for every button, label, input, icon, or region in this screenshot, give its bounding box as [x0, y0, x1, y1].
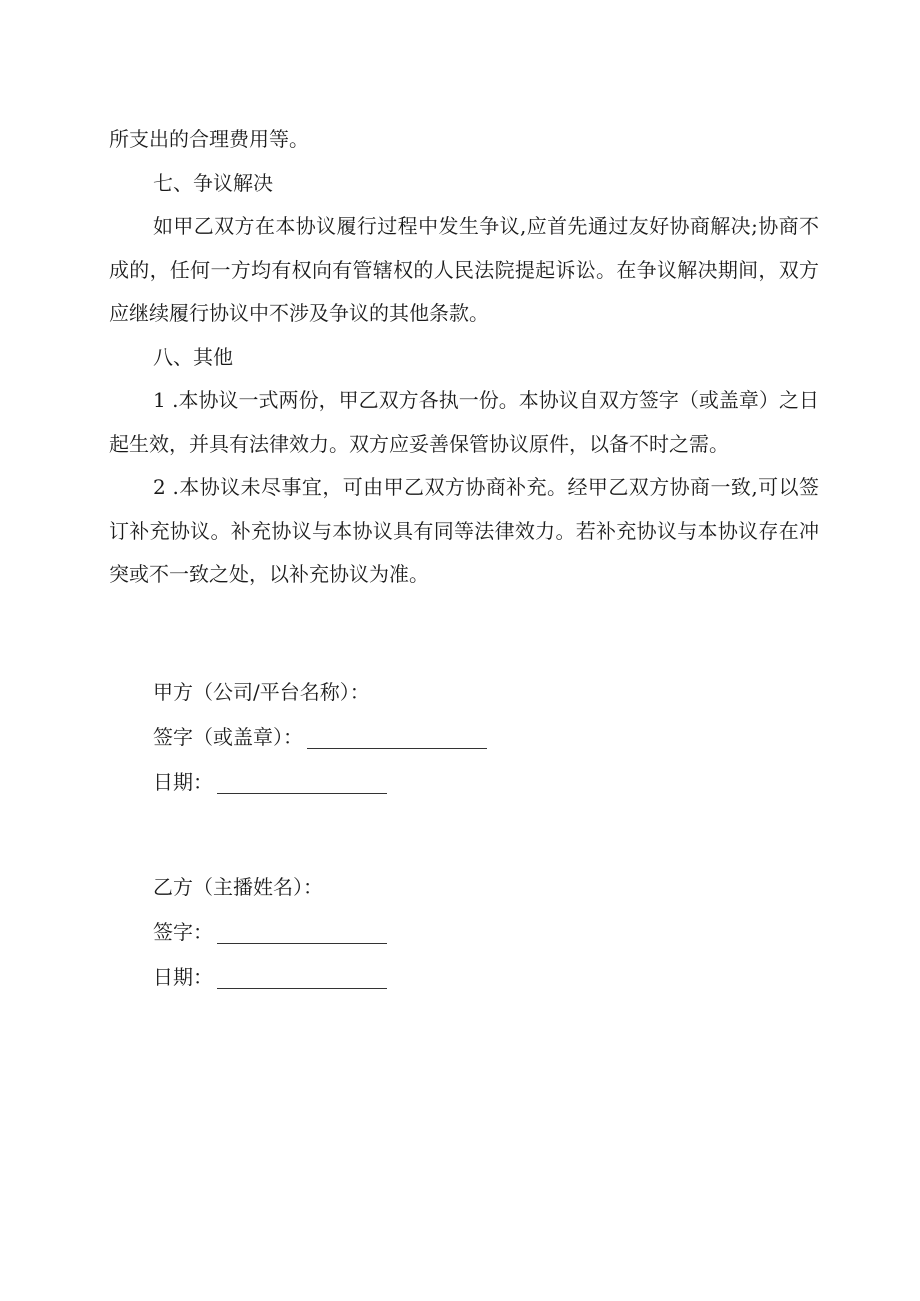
party-b-title: 乙方（主播姓名）：: [153, 875, 323, 899]
party-a-signature-blank[interactable]: [307, 724, 487, 749]
paragraph-dispute-resolution: 如甲乙双方在本协议履行过程中发生争议,应首先通过友好协商解决;协商不成的，任何一方均有权向有管辖权的人民法院提起诉讼。在争议解决期间，双方应继续履行协议中不涉及争议的其他条款。: [109, 214, 819, 325]
party-a-date-label: 日期：: [153, 770, 213, 794]
party-b-title-line: [153, 860, 753, 905]
party-b-date-label: 日期：: [153, 965, 213, 989]
party-a-signature-label: 签字（或盖章）：: [153, 725, 303, 749]
paragraph-other-clause-1: 1 .本协议一式两份，甲乙双方各执一份。本协议自双方签字（或盖章）之日起生效，并具有法律效力。双方应妥善保管协议原件，以备不时之需。: [109, 388, 819, 456]
paragraph-other-clause-2: 2 .本协议未尽事宜，可由甲乙双方协商补充。经甲乙双方协商一致,可以签订补充协议。补充协议与本协议具有同等法律效力。若补充协议与本协议存在冲突或不一致之处，以补充协议为准。: [109, 475, 819, 586]
party-a-title-line: [153, 665, 753, 710]
party-b-date-line: [153, 950, 753, 995]
section-heading-other: 八、其他: [153, 344, 233, 369]
party-b-signature-label: 签字：: [153, 920, 213, 944]
document-body: [109, 118, 819, 597]
party-b-signature-line: [153, 905, 753, 950]
paragraph-expenses-tail: 所支出的合理费用等。: [109, 127, 309, 151]
party-b-signature-blank[interactable]: [217, 919, 387, 944]
party-a-title: 甲方（公司/平台名称）：: [153, 680, 370, 704]
party-a-date-line: [153, 755, 753, 800]
party-b-date-blank[interactable]: [217, 964, 387, 989]
party-a-signature-block: [153, 665, 753, 800]
section-heading-dispute-resolution: 七、争议解决: [153, 170, 273, 195]
party-a-date-blank[interactable]: [217, 769, 387, 794]
party-b-signature-block: [153, 860, 753, 995]
party-a-signature-line: [153, 710, 753, 755]
